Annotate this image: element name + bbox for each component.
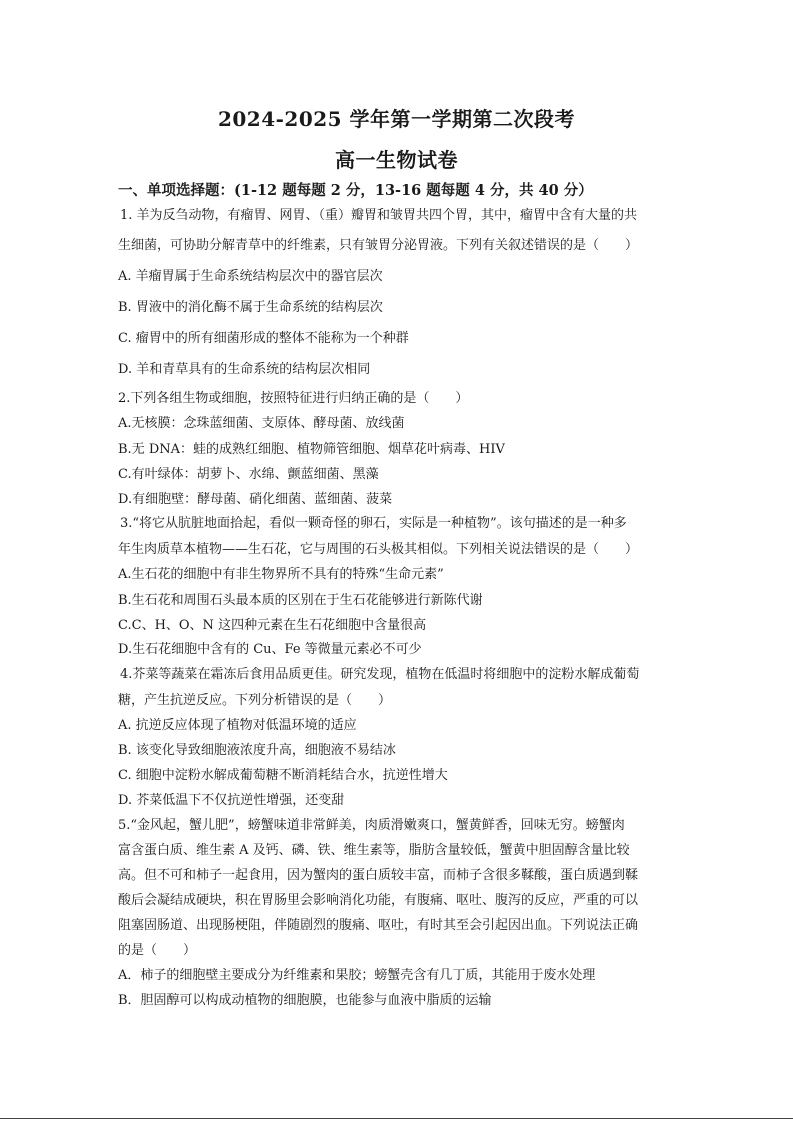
q5-option-a: A．柿子的细胞壁主要成分为纤维素和果胶；螃蟹壳含有几丁质，其能用于废水处理 [118, 968, 596, 983]
q3-option-b: B.生石花和周围石头最本质的区别在于生石花能够进行新陈代谢 [118, 593, 483, 608]
q2-option-b: B.无 DNA：蛙的成熟红细胞、植物筛管细胞、烟草花叶病毒、HIV [118, 442, 505, 457]
q4-stem-line-2: 糖，产生抗逆反应。下列分析错误的是（ ） [118, 693, 392, 708]
q5-stem-line-4: 酸后会凝结成硬块，积在胃肠里会影响消化功能，有腹痛、呕吐、腹泻的反应，严重的可以 [118, 893, 639, 908]
q5-stem-line-6: 的是（ ） [118, 943, 197, 958]
q2-option-a: A.无核膜：念珠蓝细菌、支原体、酵母菌、放线菌 [118, 416, 405, 431]
section-heading: 一、单项选择题：(1-12 题每题 2 分，13-16 题每题 4 分，共 40 分） [118, 182, 593, 199]
q3-stem-line-2: 年生肉质草本植物——生石花，它与周围的石头极其相似。下列相关说法错误的是（ ） [118, 542, 639, 557]
q2-option-c: C.有叶绿体：胡萝卜、水绵、颤蓝细菌、黑藻 [118, 467, 379, 482]
q2-stem: 2.下列各组生物或细胞，按照特征进行归纳正确的是（ ） [118, 391, 469, 406]
q1-option-c: C. 瘤胃中的所有细菌形成的整体不能称为一个种群 [118, 331, 409, 346]
q1-option-d: D. 羊和青草具有的生命系统的结构层次相同 [118, 362, 371, 377]
q5-stem-line-2: 富含蛋白质、维生素 A 及钙、磷、铁、维生素等，脂肪含量较低，蟹黄中胆固醇含量比较 [118, 843, 630, 858]
exam-title: 2024-2025 学年第一学期第二次段考 [217, 107, 576, 131]
q3-stem-line-1: 3.“将它从肮脏地面拾起，看似一颗奇怪的卵石，实际是一种植物”。该句描述的是一种多 [120, 516, 627, 531]
q4-stem-line-1: 4.芥菜等蔬菜在霜冻后食用品质更佳。研究发现，植物在低温时将细胞中的淀粉水解成葡萄 [120, 667, 640, 682]
q4-option-c: C. 细胞中淀粉水解成葡萄糖不断消耗结合水，抗逆性增大 [118, 768, 448, 783]
q4-option-b: B. 该变化导致细胞液浓度升高，细胞液不易结冰 [118, 743, 396, 758]
q5-stem-line-3: 高。但不可和柿子一起食用，因为蟹肉的蛋白质较丰富，而柿子含很多鞣酸，蛋白质遇到鞣 [118, 868, 639, 883]
q5-stem-line-1: 5.“金风起，蟹儿肥”，螃蟹味道非常鲜美，肉质滑嫩爽口，蟹黄鲜香，回味无穷。螃蟹肉 [118, 818, 625, 833]
exam-subtitle: 高一生物试卷 [335, 148, 458, 172]
q2-option-d: D.有细胞壁：酵母菌、硝化细菌、蓝细菌、菠菜 [118, 492, 393, 507]
q1-option-b: B. 胃液中的消化酶不属于生命系统的结构层次 [118, 300, 383, 315]
q1-option-a: A. 羊瘤胃属于生命系统结构层次中的器官层次 [118, 269, 383, 284]
q1-stem-line-1: 1. 羊为反刍动物，有瘤胃、网胃、（重）瓣胃和皱胃共四个胃，其中，瘤胃中含有大量的共 [120, 208, 638, 223]
q3-option-a: A.生石花的细胞中有非生物界所不具有的特殊“生命元素” [118, 567, 444, 582]
q3-option-d: D.生石花细胞中含有的 Cu、Fe 等微量元素必不可少 [118, 642, 422, 657]
q5-stem-line-5: 阻塞固肠道、出现肠梗阻，伴随剧烈的腹痛、呕吐，有时其至会引起因出血。下列说法正确 [118, 918, 639, 933]
q5-option-b: B．胆固醇可以构成动植物的细胞膜，也能参与血液中脂质的运输 [118, 993, 492, 1008]
q3-option-c: C.C、H、O、N 这四种元素在生石花细胞中含量很高 [118, 618, 427, 633]
page-bottom-rule [0, 1118, 793, 1119]
q4-option-d: D. 芥菜低温下不仅抗逆性增强，还变甜 [118, 793, 345, 808]
q1-stem-line-2: 生细菌，可协助分解青草中的纤维素，只有皱胃分泌胃液。下列有关叙述错误的是（ ） [118, 238, 639, 253]
q4-option-a: A. 抗逆反应体现了植物对低温环境的适应 [118, 718, 357, 733]
